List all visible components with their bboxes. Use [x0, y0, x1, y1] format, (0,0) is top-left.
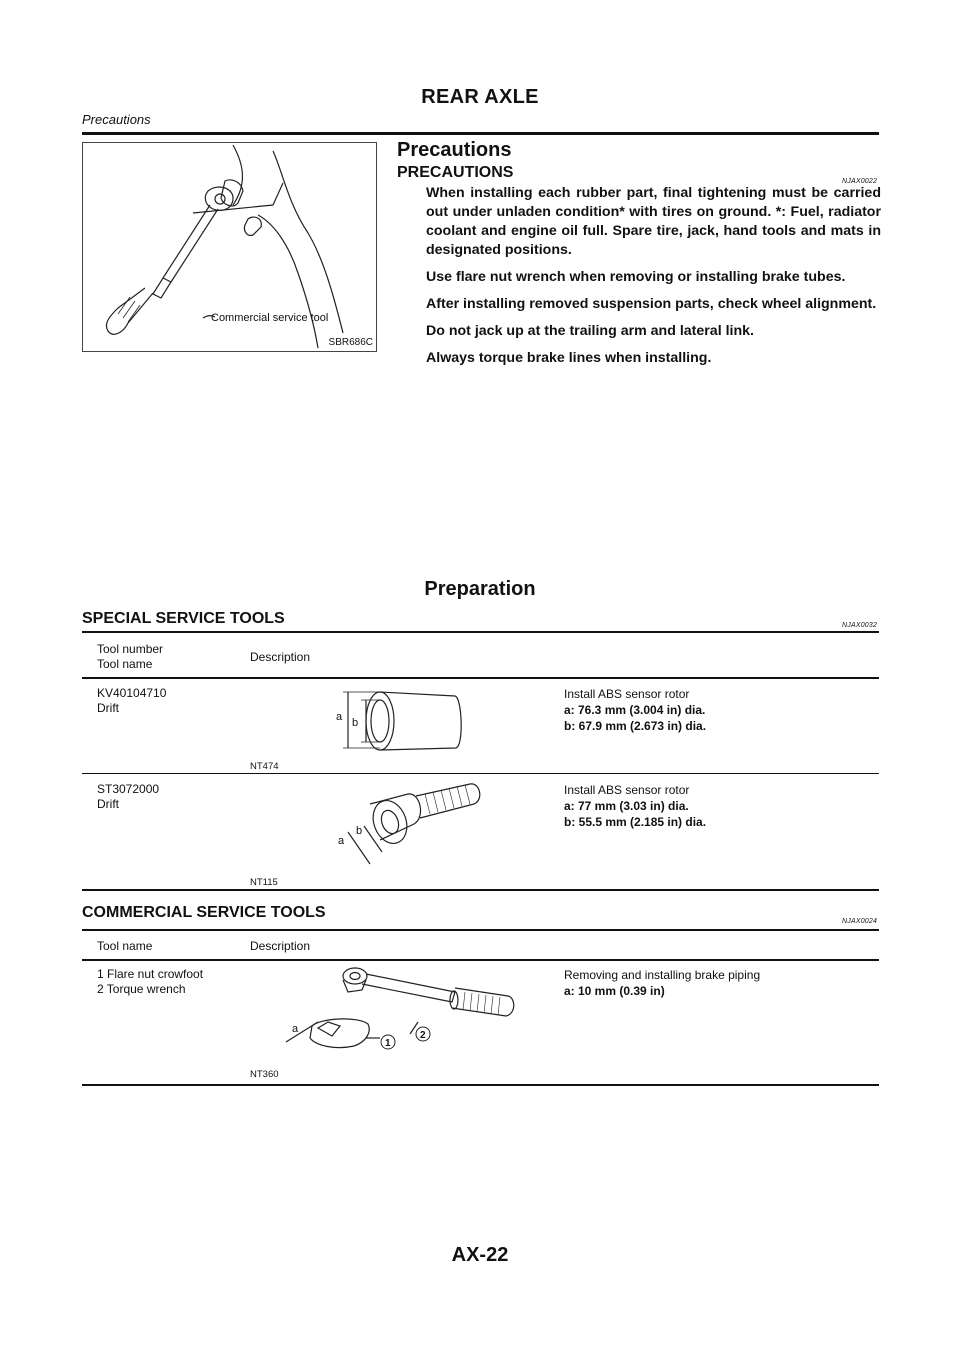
page-number: AX-22: [451, 1244, 509, 1266]
dimension-b-label: b: [352, 717, 359, 729]
precaution-item: Do not jack up at the trailing arm and lateral link.: [426, 323, 754, 339]
description-text: Install ABS sensor rotor: [564, 687, 690, 701]
figure-code: NT474: [250, 761, 279, 772]
dimension-a-label: a: [292, 1023, 299, 1035]
tool-description: [564, 967, 760, 999]
tool-description: [564, 686, 706, 734]
drift-nt474-illustration: [330, 686, 475, 756]
tool-number-name: ST3072000 Drift: [97, 782, 160, 811]
commercial-tools-heading: COMMERCIAL SERVICE TOOLS: [82, 904, 326, 921]
table-rule: [82, 773, 879, 774]
spec-a: a: 76.3 mm (3.004 in) dia.: [564, 703, 706, 717]
col-header-tool: Tool name: [97, 939, 153, 953]
description-text: Removing and installing brake piping: [564, 968, 761, 982]
wrench-illustration: [83, 143, 377, 352]
col-header-tool: Tool number Tool name: [97, 642, 164, 671]
precautions-heading: PRECAUTIONS: [397, 164, 514, 181]
precaution-item: Always torque brake lines when installing.: [426, 350, 712, 366]
figure-code: NT360: [250, 1069, 279, 1080]
table-rule: [82, 929, 879, 931]
precautions-ref-code: NJAX0022: [842, 178, 878, 185]
dimension-a-label: a: [338, 835, 345, 847]
figure-label: Commercial service tool: [211, 312, 329, 324]
figure-code: NT115: [250, 877, 278, 888]
table-rule: [82, 959, 879, 961]
figure-code: SBR686C: [328, 337, 373, 348]
col-header-description: Description: [250, 650, 311, 664]
callout-2-label: 2: [420, 1030, 426, 1041]
description-text: Install ABS sensor rotor: [564, 783, 690, 797]
precautions-title: Precautions: [397, 139, 512, 161]
special-tools-heading: SPECIAL SERVICE TOOLS: [82, 610, 285, 627]
table-rule: [82, 631, 879, 633]
special-tools-ref-code: NJAX0032: [842, 622, 878, 629]
page-header-subtitle: Precautions: [82, 112, 151, 127]
table-rule: [82, 889, 879, 891]
crowfoot-torque-wrench-illustration: [280, 966, 530, 1061]
callout-1-label: 1: [385, 1038, 391, 1049]
table-rule: [82, 677, 879, 679]
tool-number-name: KV40104710 Drift: [97, 686, 167, 715]
preparation-title: Preparation: [424, 578, 536, 600]
spec-a: a: 77 mm (3.03 in) dia.: [564, 799, 689, 813]
precautions-figure: [82, 142, 377, 352]
commercial-tools-ref-code: NJAX0024: [842, 918, 878, 925]
header-rule: [82, 132, 879, 135]
col-header-description: Description: [250, 939, 311, 953]
spec-a: a: 10 mm (0.39 in): [564, 984, 665, 998]
dimension-b-label: b: [356, 825, 363, 837]
drift-nt115-illustration: [330, 782, 490, 872]
spec-b: b: 55.5 mm (2.185 in) dia.: [564, 815, 707, 829]
precautions-list: [426, 184, 881, 376]
tool-name: 1 Flare nut crowfoot 2 Torque wrench: [97, 967, 204, 996]
precaution-item: After installing removed suspension parts, check wheel alignment.: [426, 296, 877, 312]
table-rule: [82, 1084, 879, 1086]
spec-b: b: 67.9 mm (2.673 in) dia.: [564, 719, 707, 733]
tool-description: [564, 782, 706, 830]
precaution-item: Use flare nut wrench when removing or installing brake tubes.: [426, 269, 846, 285]
precaution-item: When installing each rubber part, final tightening must be carried out under unladen condition* with tires on ground. *: Fuel, radiator coolant and engine oil full. Spare tire, jack, hand tools and mats in designated positions.: [426, 185, 881, 258]
dimension-a-label: a: [336, 711, 343, 723]
page-header-title: REAR AXLE: [421, 86, 539, 108]
